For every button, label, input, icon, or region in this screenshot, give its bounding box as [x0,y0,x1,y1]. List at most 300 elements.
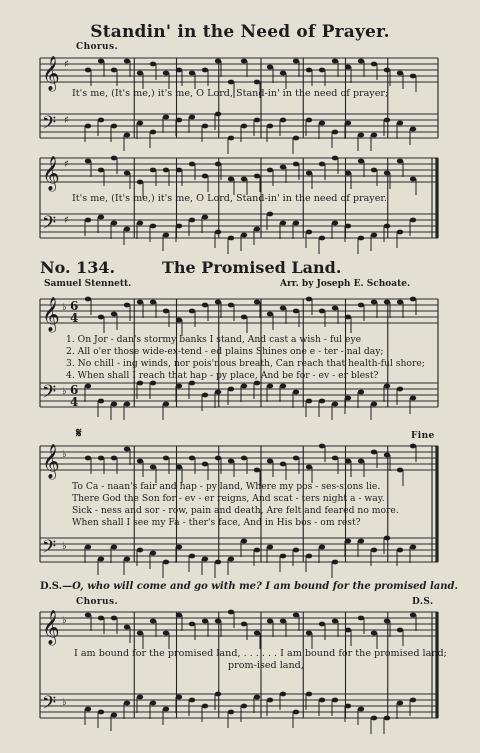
notehead [319,622,325,627]
notehead [306,68,312,73]
notehead [228,710,234,715]
treble-clef-icon: 𝄞 [42,156,60,191]
fine-label: Fine [411,431,435,441]
notehead [397,121,403,126]
notehead [189,456,195,461]
verse-2-line: 2. All o'er those wide-ex-tend - ed plains Shines one e - ter - nal day; [66,346,384,357]
svg-text:♭: ♭ [62,615,67,626]
chorus-label: Chorus. [76,597,118,607]
notehead [410,177,416,182]
notehead [345,459,351,464]
notehead [345,65,351,70]
notehead [124,171,130,176]
treble-clef-icon: 𝄞 [42,610,60,645]
notehead [319,162,325,167]
notehead [241,124,247,129]
notehead [332,156,338,161]
notehead [345,224,351,229]
notehead [384,536,390,541]
notehead [267,65,273,70]
notehead [306,230,312,235]
notehead [410,74,416,79]
notehead [150,619,156,624]
notehead [254,80,260,85]
notehead [293,221,299,226]
notehead [371,168,377,173]
notehead [163,115,169,120]
notehead [306,554,312,559]
notehead [202,124,208,129]
notehead [228,459,234,464]
notehead [150,551,156,556]
bass-clef-icon: 𝄢 [42,693,57,718]
notehead [111,221,117,226]
notehead [98,616,104,621]
notehead [150,701,156,706]
notehead [345,628,351,633]
notehead [189,622,195,627]
notehead [293,390,299,395]
verse-2-line: There God the Son for - ev - er reigns, And scat - ters night a - way. [72,493,385,504]
bass-clef-icon: 𝄢 [42,537,57,562]
notehead [189,309,195,314]
verse-4-line: 4. When shall I reach that hap - py place, And be for - ev - er blest? [66,370,379,381]
notehead [228,236,234,241]
notehead [241,456,247,461]
verse-3-line: Sick - ness and sor - row, pain and death, Are felt and feared no more. [72,505,399,516]
bass-clef-icon: 𝄢 [42,382,57,407]
notehead [98,168,104,173]
notehead [98,710,104,715]
notehead [293,548,299,553]
notehead [85,68,91,73]
notehead [410,698,416,703]
notehead [150,300,156,305]
notehead [137,300,143,305]
svg-text:♯: ♯ [64,59,69,70]
bass-clef-icon: 𝄢 [42,213,57,238]
notehead [397,300,403,305]
notehead [410,396,416,401]
notehead [306,297,312,302]
notehead [410,613,416,618]
notehead [358,539,364,544]
notehead [163,560,169,565]
notehead [150,465,156,470]
notehead [384,118,390,123]
notehead [111,68,117,73]
svg-text:4: 4 [70,311,79,325]
notehead [397,159,403,164]
notehead [293,710,299,715]
staff-system-5 [0,606,480,746]
notehead [358,159,364,164]
notehead [137,381,143,386]
notehead [371,62,377,67]
notehead [371,548,377,553]
notehead [371,300,377,305]
notehead [202,215,208,220]
svg-text:♯: ♯ [64,215,69,226]
notehead [384,171,390,176]
notehead [358,236,364,241]
ds-instruction [40,581,458,592]
notehead [215,300,221,305]
notehead [163,168,169,173]
svg-text:6: 6 [70,383,79,397]
notehead [176,384,182,389]
notehead [267,124,273,129]
segno-icon: 𝄋 [76,426,82,441]
notehead [202,462,208,467]
notehead [189,381,195,386]
notehead [319,399,325,404]
notehead [176,545,182,550]
notehead [137,180,143,185]
notehead [111,545,117,550]
notehead [215,692,221,697]
notehead [332,306,338,311]
notehead [111,124,117,129]
notehead [280,165,286,170]
notehead [98,59,104,64]
notehead [358,616,364,621]
notehead [384,716,390,721]
notehead [397,468,403,473]
notehead [150,168,156,173]
notehead [98,557,104,562]
notehead [124,402,130,407]
notehead [111,312,117,317]
chorus-lyric-echo: prom-ised land, [228,660,304,671]
notehead [124,227,130,232]
notehead [85,159,91,164]
notehead [319,68,325,73]
notehead [176,465,182,470]
treble-clef-icon: 𝄞 [42,56,60,91]
notehead [345,539,351,544]
notehead [345,704,351,709]
notehead [293,59,299,64]
verse-3-line: 3. No chill - ing winds, nor pois'nous breath, Can reach that health-ful shore; [66,358,425,369]
notehead [228,80,234,85]
svg-text:4: 4 [70,395,79,409]
verse-1-line: 1. On Jor - dan's stormy banks I stand, And cast a wish - ful eye [66,334,362,345]
notehead [176,695,182,700]
notehead [85,384,91,389]
notehead [332,59,338,64]
notehead [358,459,364,464]
notehead [241,233,247,238]
notehead [85,297,91,302]
notehead [85,218,91,223]
notes [85,58,416,154]
notehead [189,554,195,559]
notehead [241,704,247,709]
notehead [137,695,143,700]
notehead [254,381,260,386]
notehead [371,450,377,455]
notehead [332,698,338,703]
notehead [332,402,338,407]
notehead [267,212,273,217]
notehead [85,456,91,461]
hymn-number: No. 134. [40,258,116,277]
notehead [384,384,390,389]
notehead [98,399,104,404]
hymn-title-standin: Standin' in the Need of Prayer. [90,22,390,42]
author: Samuel Stennett. [44,279,132,289]
notehead [150,224,156,229]
notehead [345,315,351,320]
notehead [371,133,377,138]
notehead [306,465,312,470]
notehead [410,218,416,223]
notehead [332,619,338,624]
notehead [228,303,234,308]
notehead [267,459,273,464]
notehead [202,174,208,179]
notehead [254,227,260,232]
notehead [111,616,117,621]
bass-staff [40,114,438,138]
notehead [176,224,182,229]
notehead [254,631,260,636]
notehead [267,384,273,389]
notehead [202,704,208,709]
notehead [137,71,143,76]
treble-clef-icon: 𝄞 [42,444,60,479]
notehead [397,387,403,392]
notehead [410,297,416,302]
notehead [280,462,286,467]
notehead [384,300,390,305]
notehead [319,444,325,449]
notehead [371,631,377,636]
notehead [241,539,247,544]
notehead [111,456,117,461]
notehead [345,171,351,176]
notehead [254,695,260,700]
notehead [384,619,390,624]
notehead [176,318,182,323]
notehead [137,221,143,226]
notehead [306,171,312,176]
notehead [280,306,286,311]
ds-label: D.S.— [40,581,73,592]
notehead [137,631,143,636]
notehead [228,136,234,141]
notehead [267,545,273,550]
chorus-lyric-line: I am bound for the promised land, . . . . . . I am bound for the promised land; [74,648,447,659]
notehead [410,444,416,449]
notehead [280,554,286,559]
svg-text:♭: ♭ [62,449,67,460]
notehead [124,59,130,64]
notehead [228,610,234,615]
hymn-title-promised-land: The Promised Land. [162,258,342,277]
notehead [163,402,169,407]
notehead [358,390,364,395]
notehead [150,130,156,135]
notehead [124,625,130,630]
lyric-line: It's me, (It's me,) it's me, O Lord, Stand-in' in the need of prayer; [72,88,389,99]
svg-text:6: 6 [70,299,79,313]
notehead [189,698,195,703]
arranger: Arr. by Joseph E. Schoate. [280,279,411,289]
notehead [98,456,104,461]
notehead [306,631,312,636]
notehead [332,456,338,461]
notehead [319,309,325,314]
notehead [241,315,247,320]
svg-text:♭: ♭ [62,541,67,552]
notehead [137,459,143,464]
notehead [124,133,130,138]
notehead [280,619,286,624]
notehead [163,456,169,461]
notehead [293,309,299,314]
notehead [267,312,273,317]
notehead [293,162,299,167]
notehead [358,133,364,138]
notehead [397,71,403,76]
notehead [319,545,325,550]
notehead [267,619,273,624]
notehead [98,315,104,320]
notehead [98,215,104,220]
notehead [111,402,117,407]
svg-text:♭: ♭ [62,697,67,708]
svg-text:♯: ♯ [64,115,69,126]
notehead [111,156,117,161]
notehead [137,121,143,126]
notehead [254,174,260,179]
notehead [202,393,208,398]
notehead [241,177,247,182]
notehead [410,127,416,132]
notehead [254,118,260,123]
notehead [319,236,325,241]
notehead [280,221,286,226]
notehead [241,384,247,389]
notehead [176,118,182,123]
notehead [202,303,208,308]
notehead [163,233,169,238]
notehead [137,548,143,553]
lyric-line: It's me, (It's me,) it's me, O Lord, Stand-in' in the need of prayer. [72,193,387,204]
notehead [163,707,169,712]
verse-1-line: To Ca - naan's fair and hap - py land, Where my pos - ses-sions lie. [72,481,381,492]
staff-system-1 [0,52,480,152]
notehead [319,698,325,703]
notehead [332,221,338,226]
svg-text:♭: ♭ [62,386,67,397]
notehead [371,233,377,238]
treble-clef-icon: 𝄞 [42,297,60,332]
ds-mark: D.S. [412,597,434,607]
notehead [189,162,195,167]
notehead [228,177,234,182]
svg-text:♯: ♯ [64,159,69,170]
ds-text: O, who will come and go with me? I am bound for the promised land. [72,581,459,592]
notehead [358,59,364,64]
notehead [267,168,273,173]
notehead [293,613,299,618]
notehead [358,303,364,308]
notehead [202,557,208,562]
notehead [85,124,91,129]
notehead [410,545,416,550]
notehead [124,447,130,452]
notehead [267,698,273,703]
notehead [163,309,169,314]
notehead [215,390,221,395]
notehead [150,381,156,386]
notehead [163,631,169,636]
notehead [345,121,351,126]
notehead [332,130,338,135]
notehead [397,628,403,633]
notehead [384,68,390,73]
notehead [85,613,91,618]
notes [85,610,416,734]
notehead [228,557,234,562]
notehead [397,548,403,553]
verse-4-line: When shall I see my Fa - ther's face, And in His bos - om rest? [72,517,361,528]
notehead [98,118,104,123]
notehead [280,71,286,76]
notehead [397,230,403,235]
bass-clef-icon: 𝄢 [42,113,57,138]
notehead [293,456,299,461]
notehead [176,168,182,173]
notehead [189,218,195,223]
notehead [189,115,195,120]
notehead [176,68,182,73]
notehead [202,619,208,624]
notehead [254,468,260,473]
notehead [176,613,182,618]
notehead [163,71,169,76]
notehead [215,619,221,624]
notehead [215,112,221,117]
notehead [345,396,351,401]
notehead [85,545,91,550]
notehead [241,622,247,627]
notehead [124,701,130,706]
notehead [189,71,195,76]
notehead [280,384,286,389]
notehead [111,713,117,718]
notehead [254,300,260,305]
notehead [215,59,221,64]
notehead [306,399,312,404]
notehead [85,707,91,712]
notehead [202,68,208,73]
svg-text:♭: ♭ [62,302,67,313]
notehead [124,557,130,562]
notehead [306,692,312,697]
notehead [384,453,390,458]
notehead [306,118,312,123]
notehead [280,692,286,697]
notehead [228,387,234,392]
notehead [124,303,130,308]
notehead [215,230,221,235]
chorus-label: Chorus. [76,42,118,52]
notehead [384,224,390,229]
